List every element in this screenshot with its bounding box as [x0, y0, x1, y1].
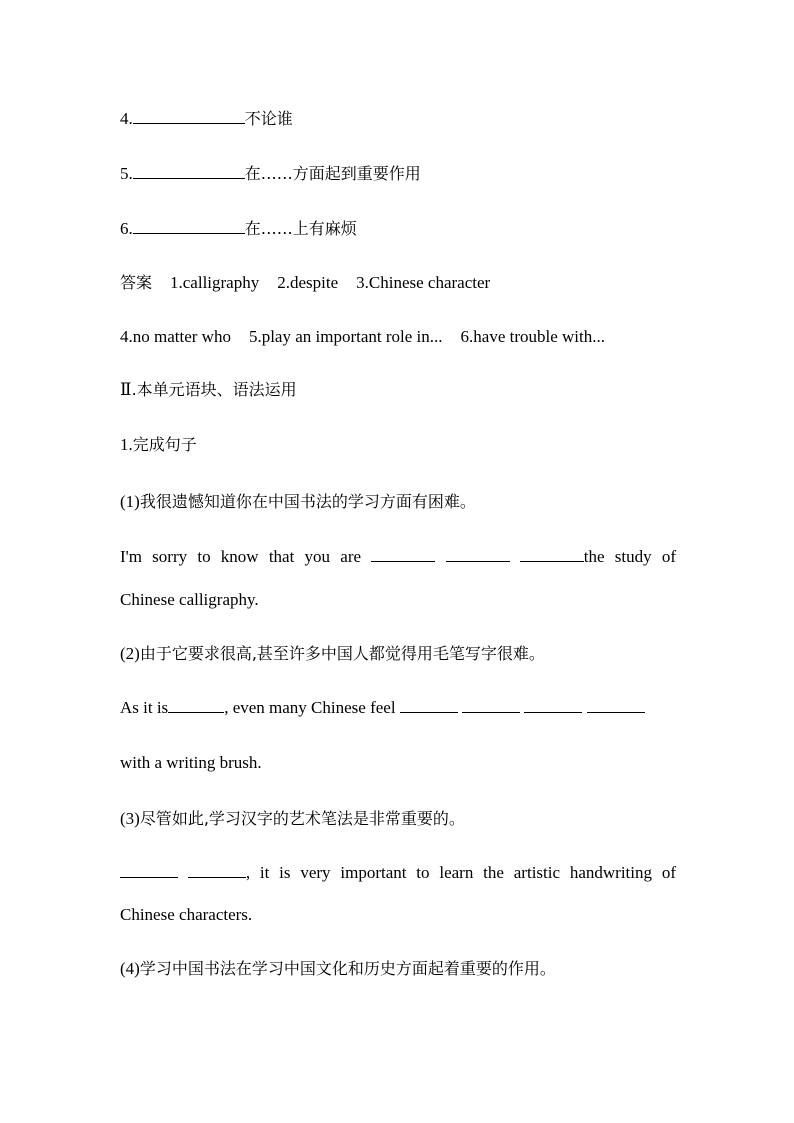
vocab-meaning: 在……方面起到重要作用	[244, 164, 421, 183]
section-heading	[120, 379, 676, 401]
question-text: 学习中国书法在学习中国文化和历史方面起着重要的作用。	[139, 959, 556, 978]
sentence-text: Chinese calligraphy.	[120, 590, 259, 609]
vocab-number: 5.	[120, 164, 133, 183]
question-text: 尽管如此,学习汉字的艺术笔法是非常重要的。	[139, 809, 465, 828]
answer-line-2	[120, 326, 676, 348]
answer-blank[interactable]	[133, 163, 245, 179]
answer-blank[interactable]	[446, 546, 510, 562]
answer-item: 5.play an important role in...	[248, 327, 443, 346]
answer-blank[interactable]	[168, 697, 224, 713]
answer-blank[interactable]	[462, 697, 520, 713]
sentence-text: As it is	[120, 698, 169, 717]
answer-blank[interactable]	[371, 546, 435, 562]
sentence-text: Chinese characters.	[120, 905, 253, 924]
question-1-english	[120, 546, 676, 568]
question-2-english	[120, 697, 676, 719]
vocab-item-4	[120, 108, 676, 130]
answer-blank[interactable]	[524, 697, 582, 713]
question-2-english-cont	[120, 752, 676, 774]
answer-item: 3.Chinese character	[356, 273, 491, 292]
vocab-meaning: 在……上有麻烦	[244, 219, 357, 238]
question-4-chinese	[120, 958, 676, 980]
answer-item: 2.despite	[277, 273, 339, 292]
answer-blank[interactable]	[587, 697, 645, 713]
answer-blank[interactable]	[520, 546, 584, 562]
question-text: 我很遗憾知道你在中国书法的学习方面有困难。	[139, 492, 476, 511]
answer-blank[interactable]	[400, 697, 458, 713]
question-3-chinese	[120, 808, 676, 830]
answer-line-1	[120, 272, 676, 294]
task-title: 完成句子	[132, 435, 197, 454]
question-3-english	[120, 862, 676, 884]
vocab-number: 4.	[120, 109, 133, 128]
answer-blank[interactable]	[133, 218, 245, 234]
answer-blank[interactable]	[133, 108, 245, 124]
question-number: (3)	[120, 809, 140, 828]
sentence-text: the study of	[583, 547, 676, 566]
answer-item: 4.no matter who	[120, 327, 231, 346]
answer-label: 答案	[120, 273, 153, 292]
question-1-english-cont	[120, 589, 676, 611]
question-number: (2)	[120, 644, 140, 663]
question-number: (1)	[120, 492, 140, 511]
question-text: 由于它要求很高,甚至许多中国人都觉得用毛笔写字很难。	[139, 644, 545, 663]
section-title: .本单元语块、语法运用	[131, 380, 297, 399]
answer-blank[interactable]	[120, 862, 178, 878]
question-3-english-cont	[120, 904, 676, 926]
question-number: (4)	[120, 959, 140, 978]
answer-blank[interactable]	[188, 862, 246, 878]
task-heading	[120, 434, 676, 456]
sentence-text: I'm sorry to know that you are	[120, 547, 362, 566]
task-number: 1.	[120, 435, 133, 454]
answer-item: 6.have trouble with...	[460, 327, 605, 346]
answer-item: 1.calligraphy	[170, 273, 260, 292]
section-roman: Ⅱ	[120, 380, 132, 399]
vocab-item-5	[120, 163, 676, 185]
question-1-chinese	[120, 491, 676, 513]
question-2-chinese	[120, 643, 676, 665]
sentence-text: , it is very important to learn the artistic handwriting of	[245, 863, 676, 882]
sentence-text: , even many Chinese feel	[224, 698, 396, 717]
sentence-text: with a writing brush.	[120, 753, 262, 772]
vocab-item-6	[120, 218, 676, 240]
vocab-number: 6.	[120, 219, 133, 238]
vocab-meaning: 不论谁	[244, 109, 293, 128]
